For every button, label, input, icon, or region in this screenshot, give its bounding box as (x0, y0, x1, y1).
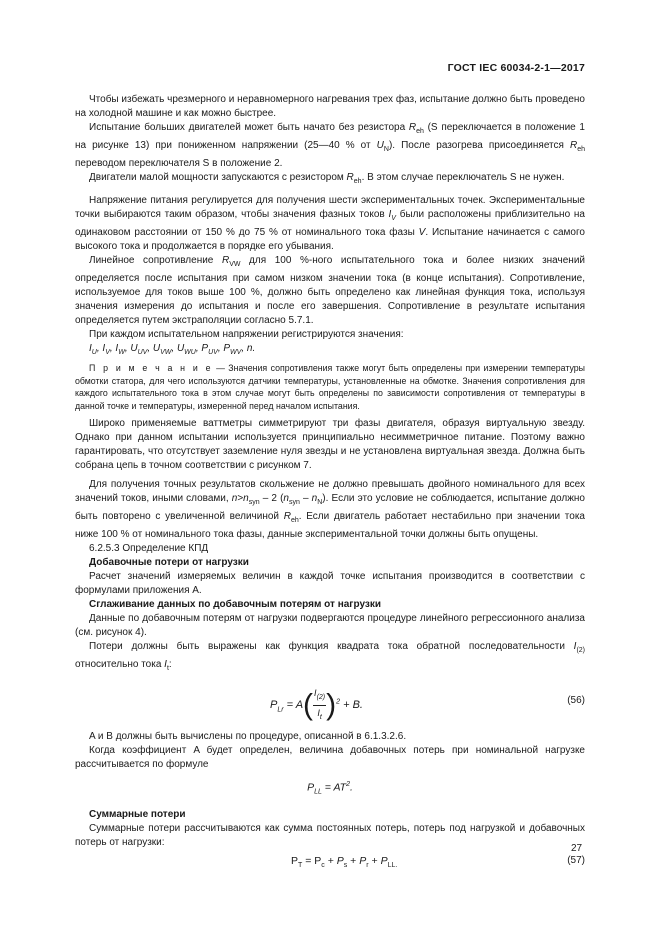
note-block: П р и м е ч а н и е — Значения сопротивления также могут быть определены при измерении температуры обмотки статора, для чего используются датчики температуры, установленные на обмотке. Значения сопротивления для каждого испытательного тока в этом случае могут быть определены по зависимости сопротивления от температуры в данной точке и температуры, измеренной перед началом испытания. (75, 363, 585, 411)
page-number: 27 (571, 843, 583, 854)
formula-57 (75, 850, 585, 872)
paragraph-register-values: При каждом испытательном напряжении регистрируются значения: (89, 329, 404, 340)
paragraph-line-resistance: Линейное сопротивление $R_{VW}$ для 100 %-ного испытательного тока и более низких значений определяется после испытания при самом низком значении тока (в конце испытания). Сопротивление, используемое для токов выше 100 %, должно быть определено как линейная функция тока, используя значения измерения до испытания и после его завершения. Сопротивление в результате испытания определяется путем экстраполяции согласно 5.7.1. (75, 255, 585, 326)
page-content (75, 93, 585, 872)
paragraph-value-list: $I_U$, $I_V$, $I_W$, $U_{UV}$, $U_{VW}$, $U_{WU}$, $P_{UV}$, $P_{WV}$, n. (89, 343, 256, 356)
paragraph-slip: Для получения точных результатов скольжение не должно превышать двойного номинального для всех значений токов, иными словами, $n>n_{syn} - 2$ $(n_{syn} - n_N)$. Если это условие не соблюдается, испытание должно быть повторено с увеличенной величиной $R_{eh}$. Если двигатель работает нестабильно при значении тока ниже 100 % от номинального тока фазы, данные экспериментальной точки должны быть опущены. (75, 479, 585, 540)
formula-56-expression: $P_{Lr} = A$( $\frac{I_{(2)}}{I_t}$ )$^2$ + B. (270, 688, 363, 722)
paragraph-large-motors: Испытание больших двигателей может быть начато без резистора $R_{eh}$ (S переключается в положение 1 на рисунке 13) при пониженном напряжении (25—40 % от $U_N$). После разогрева присоединяется $R_{eh}$ переводом переключателя S в положение 2. (75, 122, 586, 169)
heading-smoothing: Сглаживание данных по добавочным потерям от нагрузки (89, 599, 381, 610)
heading-total-losses: Суммарные потери (89, 808, 186, 820)
formula-56 (75, 676, 585, 730)
formula-57-number: (57) (567, 854, 585, 866)
paragraph-regression: Данные по добавочным потерям от нагрузки подвергаются процедуре линейного регрессионного анализа (см. рисунок 4). (75, 613, 585, 638)
paragraph-a-b: A и B должны быть вычислены по процедуре, описанной в 6.1.3.2.6. (89, 731, 407, 742)
paragraph-supply-voltage: Напряжение питания регулируется для получения шести экспериментальных точек. Экспериментальные точки выбираются таким образом, чтобы значения фазных токов $I_V$ были расположены приблизительно на одинаковом расстоянии от 150 % до 75 % от номинального тока фазы V. Испытание начинается с самого высокого тока и продолжается в порядке его убывания. (75, 195, 585, 252)
paragraph-cold-machine: Чтобы избежать чрезмерного и неравномерного нагревания трех фаз, испытание должно быть проведено на холодной машине и как можно быстрее. (75, 94, 585, 119)
paragraph-small-motors: Двигатели малой мощности запускаются с резистором $R_{eh}$. В этом случае переключатель S не нужен. (89, 172, 565, 185)
document-header: ГОСТ IEC 60034-2-1—2017 (447, 62, 585, 74)
paragraph-losses-function: Потери должны быть выражены как функция квадрата тока обратной последовательности $I_{(2)}$ относительно тока $I_t$: (75, 641, 585, 672)
formula-57-expression: $P_T = P_c + P_s + P_r + P_{LL.}$ (291, 854, 398, 869)
section-6-2-5-3: 6.2.5.3 Определение КПД (89, 543, 209, 554)
paragraph-total-losses: Суммарные потери рассчитываются как сумма постоянных потерь, потерь под нагрузкой и добавочных потерь от нагрузки: (75, 822, 585, 848)
heading-additional-losses: Добавочные потери от нагрузки (89, 557, 249, 568)
paragraph-calculation: Расчет значений измеряемых величин в каждой точке испытания производится в соответствии с формулами приложения А. (75, 571, 585, 596)
formula-56-number: (56) (567, 695, 585, 706)
paragraph-wattmeters: Широко применяемые ваттметры симметрируют три фазы двигателя, образуя виртуальную звезду. Однако при данном испытании используется принципиально несимметричное питание. Поэтому важно гарантировать, что отсутствует заземление нуля звезды и не установлена виртуальная звезда. Должна быть собрана цепь в точном соответствии с рисунком 7. (75, 418, 585, 471)
paragraph-rated-load: Когда коэффициент A будет определен, величина добавочных потерь при номинальной нагрузке рассчитывается по формуле (75, 745, 585, 770)
formula-pll: $P_{LL} = AT^2$. (307, 781, 353, 796)
